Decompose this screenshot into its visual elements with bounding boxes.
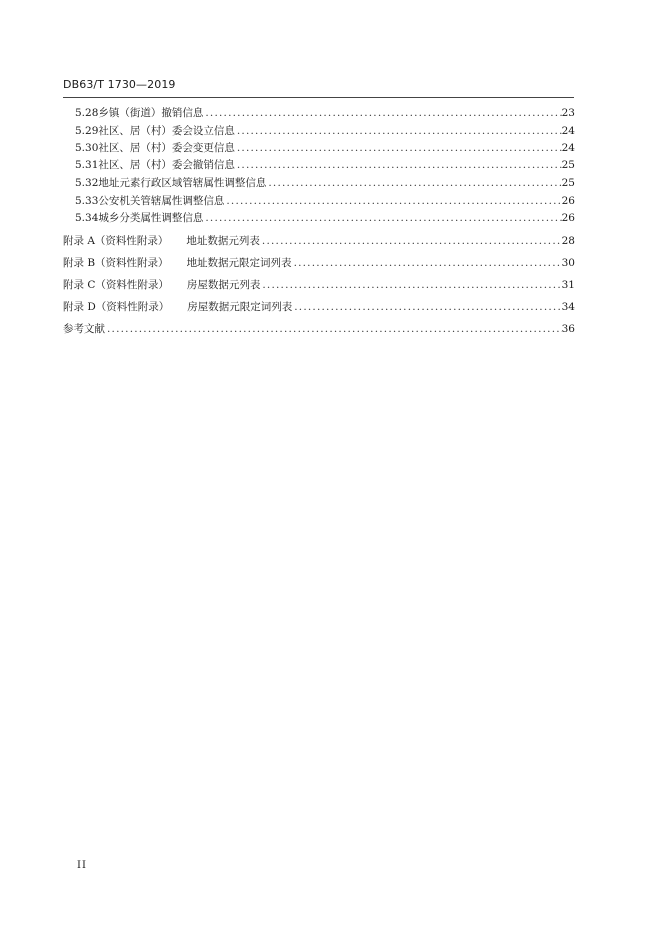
toc-leader-dots <box>235 157 562 173</box>
toc-entry-title: 房屋数据元限定词列表 <box>187 301 293 313</box>
toc-entry-page: 34 <box>561 301 575 313</box>
toc-leader-dots <box>260 233 562 249</box>
toc-entry-page: 23 <box>561 107 575 119</box>
toc-entry-page: 25 <box>561 177 575 189</box>
toc-appendix-label: 附录 B（资料性附录） <box>63 257 169 269</box>
toc-entry-title: 社区、居（村）委会设立信息 <box>98 125 235 137</box>
toc-references[interactable] <box>63 321 575 337</box>
toc-entry-page: 24 <box>561 125 575 137</box>
toc-leader-dots <box>224 193 561 209</box>
toc-leader-dots <box>260 277 561 293</box>
toc-entry-title: 乡镇（街道）撤销信息 <box>98 107 204 119</box>
toc-leader-dots <box>266 175 561 191</box>
toc-leader-dots <box>235 123 562 139</box>
toc-entry-page: 28 <box>561 235 575 247</box>
toc-entry-5-28[interactable] <box>63 105 575 121</box>
toc-entry-title: 城乡分类属性调整信息 <box>98 212 204 224</box>
toc-entry-5-34[interactable] <box>63 210 575 226</box>
toc-entry-title: 公安机关管辖属性调整信息 <box>98 195 225 207</box>
toc-leader-dots <box>292 299 561 315</box>
toc-appendix-c[interactable] <box>63 277 575 293</box>
toc-leader-dots <box>203 105 561 121</box>
toc-entry-page: 26 <box>561 195 575 207</box>
toc-leader-dots <box>203 210 561 226</box>
toc-entry-title: 地址数据元列表 <box>186 235 260 247</box>
toc-entry-5-33[interactable] <box>63 193 575 209</box>
toc-appendix-d[interactable] <box>63 299 575 315</box>
toc-entry-page: 26 <box>561 212 575 224</box>
toc-entry-5-29[interactable] <box>63 123 575 139</box>
toc-appendix-label: 附录 C（资料性附录） <box>63 279 169 291</box>
toc-entry-title: 社区、居（村）委会变更信息 <box>98 142 235 154</box>
toc-appendix-a[interactable] <box>63 233 575 249</box>
toc-entry-title: 房屋数据元列表 <box>186 279 261 291</box>
toc-entry-number: 5.34 <box>75 212 99 224</box>
toc-leader-dots <box>292 255 562 271</box>
toc-entry-number: 5.28 <box>75 107 99 119</box>
toc-entry-title: 参考文献 <box>63 323 105 335</box>
toc-entry-5-31[interactable] <box>63 157 575 173</box>
toc-leader-dots <box>235 140 562 156</box>
toc-entry-5-30[interactable] <box>63 140 575 156</box>
header-rule <box>63 97 574 98</box>
toc-entry-page: 30 <box>561 257 575 269</box>
toc-entry-5-32[interactable] <box>63 175 575 191</box>
toc-entry-page: 24 <box>561 142 575 154</box>
toc-appendix-label: 附录 A（资料性附录） <box>63 235 169 247</box>
toc-entry-page: 31 <box>561 279 575 291</box>
page-header: DB63/T 1730—2019 <box>63 78 176 91</box>
toc-entry-number: 5.31 <box>75 159 99 171</box>
toc-entry-page: 25 <box>561 159 575 171</box>
toc-entry-title: 地址数据元限定词列表 <box>186 257 292 269</box>
toc-entry-title: 社区、居（村）委会撤销信息 <box>98 159 235 171</box>
toc-appendix-label: 附录 D（资料性附录） <box>63 301 170 313</box>
toc-entry-title: 地址元素行政区域管辖属性调整信息 <box>98 177 267 189</box>
toc-entry-number: 5.33 <box>75 195 99 207</box>
toc-entry-number: 5.29 <box>75 125 99 137</box>
toc-entry-number: 5.32 <box>75 177 99 189</box>
toc-entry-page: 36 <box>561 323 575 335</box>
page-number-footer: II <box>77 860 87 871</box>
toc-entry-number: 5.30 <box>75 142 99 154</box>
toc-appendix-b[interactable] <box>63 255 575 271</box>
toc-leader-dots <box>105 321 562 337</box>
